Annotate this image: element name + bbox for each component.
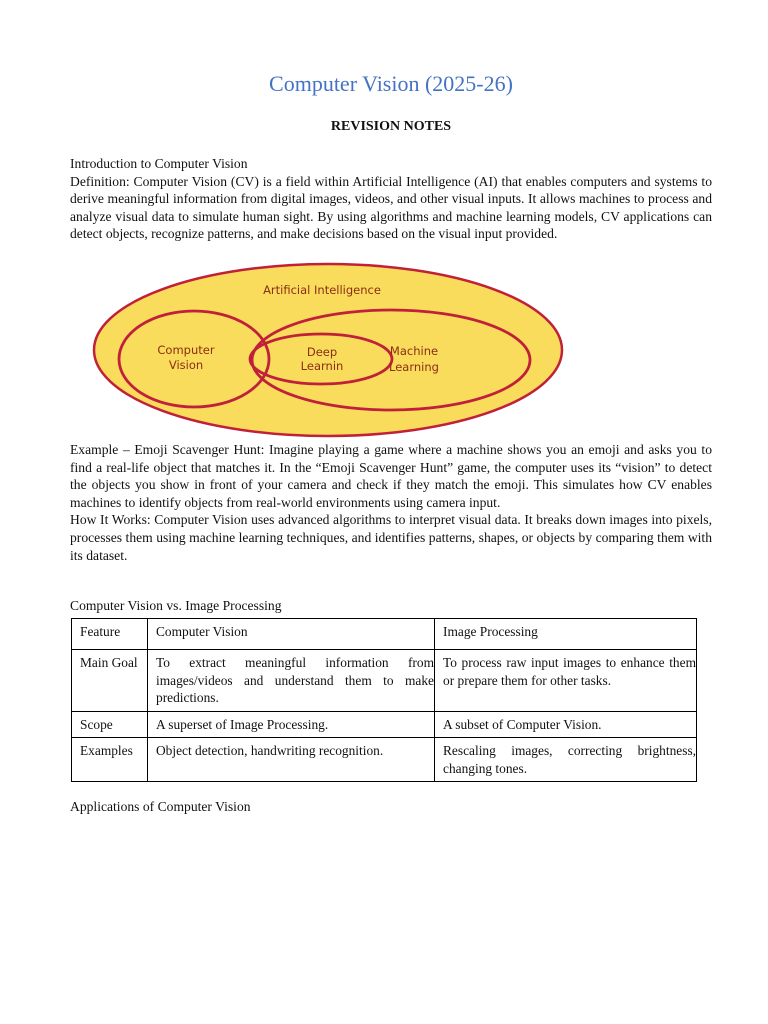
- comparison-table: [71, 618, 697, 782]
- ml-label-line2: Learning: [389, 360, 439, 374]
- document-title: Computer Vision (2025-26): [269, 71, 513, 96]
- intro-definition: Definition: Computer Vision (CV) is a field within Artificial Intelligence (AI) that enables computers and systems to derive meaningful information from digital images, videos, and other visual inputs. It allows machines to process and analyze visual data to simulate human sight. By using algorithms and machine learning models, CV applications can detect objects, recognize patterns, and make decisions based on the visual input provided.: [70, 173, 712, 242]
- intro-heading: Introduction to Computer Vision: [70, 156, 248, 171]
- header-cell: Computer Vision: [148, 619, 435, 650]
- ai-label: Artificial Intelligence: [263, 283, 381, 297]
- dl-label-line1: Deep: [306, 345, 338, 359]
- table-cell: A subset of Computer Vision.: [435, 711, 697, 738]
- table-cell: Object detection, handwriting recognition.: [148, 738, 435, 782]
- table-cell: Scope: [72, 711, 148, 738]
- how-it-works-paragraph: How It Works: Computer Vision uses advanced algorithms to interpret visual data. It breaks down images into pixels, processes them using machine learning techniques, and identifies patterns, shapes, or objects by comparing them with its dataset.: [70, 512, 712, 563]
- table-row: [72, 650, 697, 712]
- ai-venn-diagram: [80, 262, 580, 442]
- document-subtitle: REVISION NOTES: [330, 119, 452, 134]
- table-cell: Examples: [72, 738, 148, 782]
- table-cell: Rescaling images, correcting brightness, changing tones.: [435, 738, 697, 782]
- table-cell: To process raw input images to enhance them or prepare them for other tasks.: [435, 650, 697, 712]
- table-row: [72, 738, 697, 782]
- table-cell: Main Goal: [72, 650, 148, 712]
- dl-label-line2: Learnin: [300, 359, 344, 373]
- intro-section: [70, 155, 712, 243]
- example-paragraph: Example – Emoji Scavenger Hunt: Imagine playing a game where a machine shows you an emoji and asks you to find a real-life object that matches it. In the “Emoji Scavenger Hunt” game, the computer uses its “vision” to detect the objects you show in front of your camera and check if they match the emoji. This simulates how CV enables machines to identify objects from real-world environments using camera input.: [70, 442, 712, 510]
- table-header-row: [72, 619, 697, 650]
- ml-label-line1: Machine: [389, 344, 439, 358]
- comparison-heading: Computer Vision vs. Image Processing: [70, 598, 282, 613]
- table-row: [72, 711, 697, 738]
- table-cell: A superset of Image Processing.: [148, 711, 435, 738]
- example-section: [70, 441, 712, 564]
- table-cell: To extract meaningful information from images/videos and understand them to make predictions.: [148, 650, 435, 712]
- header-cell: Image Processing: [435, 619, 697, 650]
- cv-label-line1: Computer: [157, 343, 215, 357]
- applications-heading: Applications of Computer Vision: [70, 799, 251, 814]
- header-cell: Feature: [72, 619, 148, 650]
- cv-label-line2: Vision: [168, 358, 204, 372]
